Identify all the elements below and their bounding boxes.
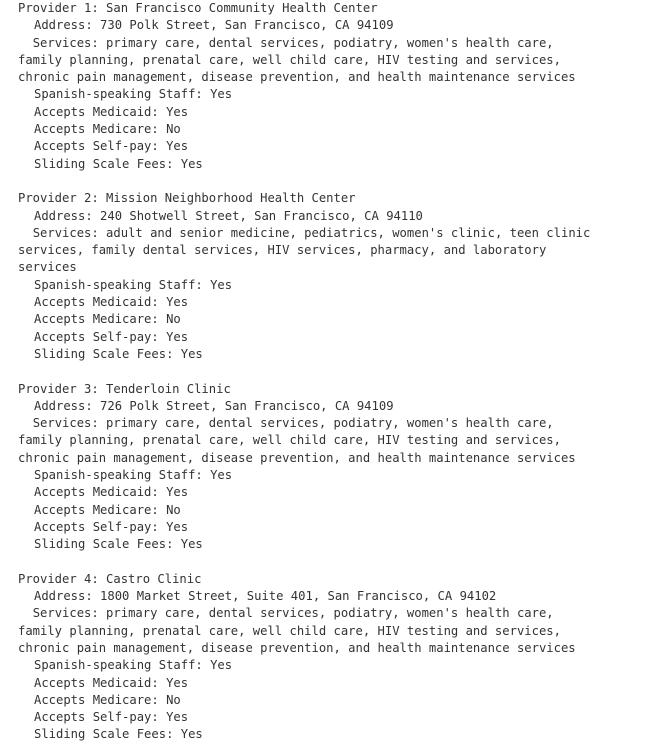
provider-services-line: family planning, prenatal care, well child care, HIV testing and services, [18,433,561,448]
provider-entry [18,381,672,554]
provider-address: Address: 730 Polk Street, San Francisco, CA 94109 [34,18,394,33]
provider-services-line: family planning, prenatal care, well child care, HIV testing and services, [18,52,561,67]
provider-address: Address: 1800 Market Street, Suite 401, San Francisco, CA 94102 [34,589,497,604]
provider-services-line: Services: primary care, dental services, podiatry, women's health care, [18,416,554,431]
provider-address: Address: 726 Polk Street, San Francisco, CA 94109 [34,398,394,413]
provider-services-line: chronic pain management, disease prevention, and health maintenance services [18,640,576,655]
provider-medicaid: Accepts Medicaid: Yes [34,295,189,310]
provider-spanish-staff: Spanish-speaking Staff: Yes [34,277,233,292]
provider-medicaid: Accepts Medicaid: Yes [34,104,189,119]
provider-medicare: Accepts Medicare: No [34,692,181,707]
provider-medicare: Accepts Medicare: No [34,122,181,137]
provider-services-line: family planning, prenatal care, well child care, HIV testing and services, [18,623,561,638]
provider-services-line: services [18,260,77,275]
provider-services-line: services, family dental services, HIV services, pharmacy, and laboratory [18,243,547,258]
provider-services-line: Services: primary care, dental services, podiatry, women's health care, [18,606,554,621]
provider-entry [18,0,672,173]
provider-self-pay: Accepts Self-pay: Yes [34,519,189,534]
provider-spanish-staff: Spanish-speaking Staff: Yes [34,468,233,483]
provider-sliding-scale: Sliding Scale Fees: Yes [34,346,203,361]
provider-spanish-staff: Spanish-speaking Staff: Yes [34,87,233,102]
provider-spanish-staff: Spanish-speaking Staff: Yes [34,658,233,673]
provider-medicare: Accepts Medicare: No [34,502,181,517]
provider-medicare: Accepts Medicare: No [34,312,181,327]
provider-heading: Provider 4: Castro Clinic [18,571,202,586]
provider-heading: Provider 2: Mission Neighborhood Health Center [18,191,356,206]
provider-heading: Provider 3: Tenderloin Clinic [18,381,231,396]
provider-medicaid: Accepts Medicaid: Yes [34,485,189,500]
provider-self-pay: Accepts Self-pay: Yes [34,710,189,725]
provider-heading: Provider 1: San Francisco Community Health Center [18,1,378,15]
provider-medicaid: Accepts Medicaid: Yes [34,675,189,690]
provider-entry [18,190,672,363]
provider-self-pay: Accepts Self-pay: Yes [34,329,189,344]
provider-address: Address: 240 Shotwell Street, San Francisco, CA 94110 [34,208,423,223]
provider-sliding-scale: Sliding Scale Fees: Yes [34,537,203,552]
provider-services-line: Services: adult and senior medicine, pediatrics, women's clinic, teen clinic [18,225,591,240]
provider-sliding-scale: Sliding Scale Fees: Yes [34,727,203,742]
provider-services-line: Services: primary care, dental services, podiatry, women's health care, [18,35,554,50]
provider-services-line: chronic pain management, disease prevention, and health maintenance services [18,450,576,465]
provider-self-pay: Accepts Self-pay: Yes [34,139,189,154]
provider-services-line: chronic pain management, disease prevention, and health maintenance services [18,70,576,85]
provider-sliding-scale: Sliding Scale Fees: Yes [34,156,203,171]
provider-entry [18,571,672,744]
